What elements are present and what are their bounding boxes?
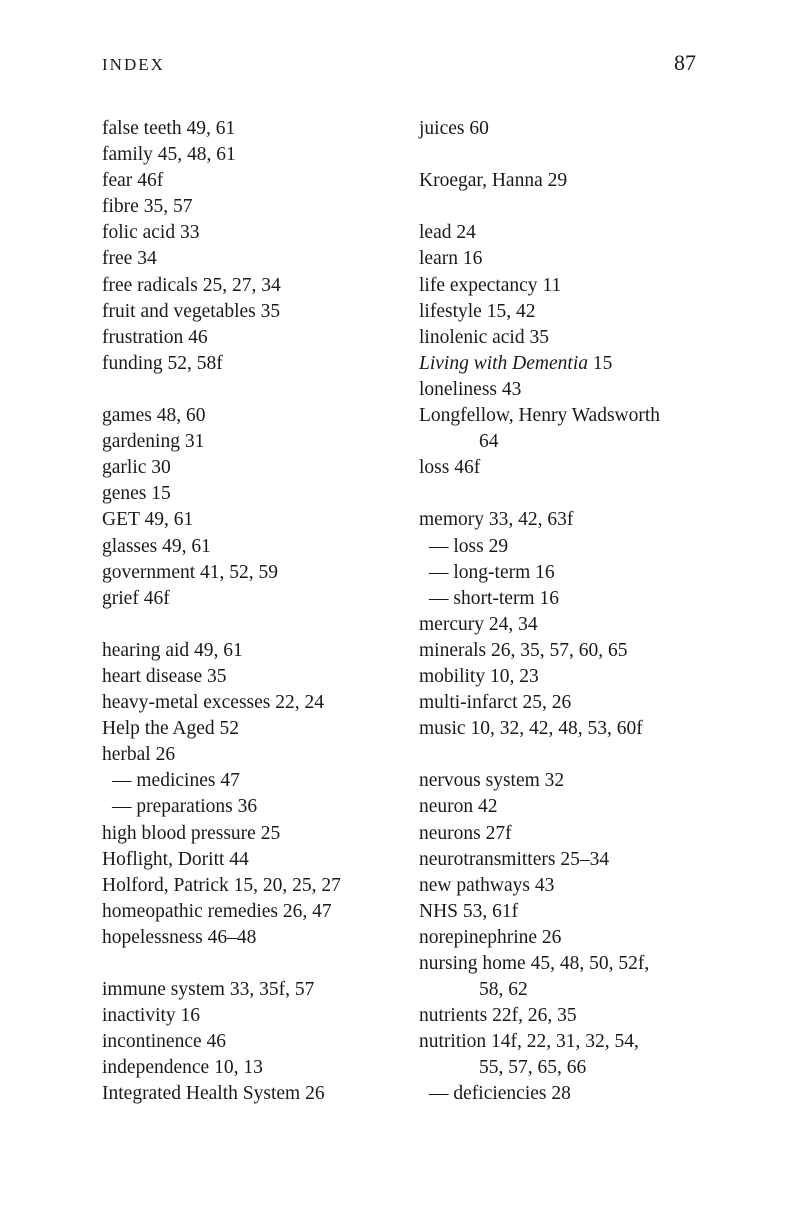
index-pages: 15, 42 <box>486 300 536 322</box>
index-pages: 64 <box>479 431 499 453</box>
index-term: nursing home <box>419 953 526 974</box>
index-entry <box>419 768 719 794</box>
index-term: genes <box>102 483 147 505</box>
index-term: Kroegar, Hanna <box>419 170 543 192</box>
index-pages: 32 <box>544 770 565 792</box>
index-term: nutrition <box>419 1031 487 1053</box>
index-entry <box>102 220 402 246</box>
index-subentry <box>419 586 719 612</box>
index-term: frustration <box>102 326 184 348</box>
index-term: fibre <box>102 196 139 218</box>
index-entry <box>102 899 402 925</box>
index-term: new pathways <box>419 874 531 896</box>
index-entry <box>419 507 719 533</box>
index-pages: 43 <box>501 378 522 400</box>
index-entry <box>102 638 402 664</box>
index-entry <box>419 299 719 325</box>
index-entry <box>102 429 402 455</box>
index-term: Longfellow, Henry Wadsworth <box>419 405 661 427</box>
index-entry <box>419 246 719 272</box>
index-term: multi-infarct <box>419 692 518 714</box>
index-pages: 16 <box>535 561 555 583</box>
index-entry <box>419 821 719 847</box>
index-term: herbal <box>102 744 151 766</box>
index-pages: 46 <box>188 326 208 348</box>
index-pages: 52, 58f <box>167 352 223 374</box>
index-term: government <box>102 561 196 583</box>
index-entry <box>419 664 719 690</box>
index-pages: 29 <box>488 535 509 557</box>
index-pages: 15 <box>592 352 613 374</box>
index-term: lead <box>419 222 452 244</box>
index-pages: 10, 23 <box>489 665 539 687</box>
index-pages: 58, 62 <box>479 979 528 1001</box>
index-subentry <box>419 560 719 586</box>
index-entry <box>102 507 402 533</box>
index-pages: 33 <box>179 222 200 244</box>
index-term: memory <box>419 509 484 531</box>
index-entry <box>419 377 719 403</box>
index-pages: 53, 61f <box>462 900 519 922</box>
index-term: Living with Dementia <box>419 352 588 374</box>
index-pages: 27f <box>485 822 512 844</box>
index-term: NHS <box>419 900 459 922</box>
index-pages: 36 <box>237 796 258 818</box>
index-term: — long-term <box>429 561 531 583</box>
index-pages: 49, 61 <box>144 509 194 531</box>
index-entry <box>102 977 402 1003</box>
index-pages: 35 <box>207 665 227 687</box>
index-entry <box>102 273 402 299</box>
index-continuation <box>419 1055 719 1081</box>
index-entry <box>419 116 719 142</box>
index-pages: 60 <box>469 118 489 139</box>
index-entry <box>102 560 402 586</box>
index-term: inactivity <box>102 1005 176 1027</box>
index-pages: 35 <box>529 326 549 348</box>
index-term: heavy-metal excesses <box>102 692 271 714</box>
index-entry <box>102 325 402 351</box>
index-pages: 45, 48, 61 <box>157 144 236 166</box>
index-pages: 35, 57 <box>143 196 193 218</box>
index-term: glasses <box>102 535 158 557</box>
index-entry <box>419 351 719 377</box>
index-pages: 47 <box>220 770 240 792</box>
index-pages: 10, 13 <box>214 1057 263 1079</box>
index-entry <box>419 168 719 194</box>
index-term: neuron <box>419 796 474 818</box>
index-pages: 45, 48, 50, 52f, <box>530 953 650 974</box>
index-term: hearing aid <box>102 639 190 661</box>
index-pages: 22, 24 <box>275 692 325 714</box>
index-gap <box>419 742 719 768</box>
index-pages: 25, 26 <box>522 692 572 714</box>
index-pages: 14f, 22, 31, 32, 54, <box>491 1031 639 1053</box>
index-term: minerals <box>419 639 487 661</box>
index-entry <box>419 220 719 246</box>
index-term: loss <box>419 457 450 479</box>
index-pages: 26 <box>155 744 176 766</box>
index-term: false teeth <box>102 118 182 139</box>
index-entry <box>102 534 402 560</box>
index-subentry <box>419 1081 719 1107</box>
index-entry <box>102 664 402 690</box>
index-entry <box>419 273 719 299</box>
index-entry <box>102 1003 402 1029</box>
index-pages: 42 <box>478 796 498 818</box>
index-pages: 25, 27, 34 <box>202 274 281 296</box>
index-pages: 46f <box>143 587 170 609</box>
index-entry <box>102 586 402 612</box>
index-term: Holford, Patrick <box>102 874 229 896</box>
index-entry <box>419 794 719 820</box>
index-entry <box>419 925 719 951</box>
index-term: nervous system <box>419 770 540 792</box>
index-term: — loss <box>429 535 484 557</box>
index-term: life expectancy <box>419 274 538 296</box>
index-term: grief <box>102 587 139 609</box>
index-entry <box>102 299 402 325</box>
index-entry <box>102 1055 402 1081</box>
index-entry <box>419 716 719 742</box>
index-pages: 11 <box>542 274 562 296</box>
index-entry <box>419 638 719 664</box>
index-entry <box>102 1029 402 1055</box>
index-entry <box>102 194 402 220</box>
index-entry <box>419 325 719 351</box>
index-pages: 46–48 <box>207 926 257 948</box>
index-pages: 15 <box>151 483 171 505</box>
index-entry <box>419 1003 719 1029</box>
index-pages: 35 <box>260 300 281 322</box>
index-entry <box>419 951 719 977</box>
index-entry <box>102 351 402 377</box>
index-entry <box>102 873 402 899</box>
index-pages: 26, 47 <box>282 900 332 922</box>
index-term: immune system <box>102 979 225 1001</box>
index-gap <box>419 142 719 168</box>
index-continuation <box>419 977 719 1003</box>
index-pages: 25–34 <box>560 848 610 870</box>
index-term: — preparations <box>112 796 233 818</box>
index-term: nutrients <box>419 1005 488 1027</box>
index-pages: 46f <box>454 457 481 479</box>
index-entry <box>102 1081 402 1107</box>
index-term: Help the Aged <box>102 718 215 740</box>
index-entry <box>102 168 402 194</box>
index-entry <box>102 142 402 168</box>
index-term: fear <box>102 170 133 192</box>
index-entry <box>102 481 402 507</box>
index-pages: 52 <box>219 718 240 740</box>
index-subentry <box>419 534 719 560</box>
index-column-left <box>102 116 402 1108</box>
index-entry <box>102 690 402 716</box>
index-pages: 30 <box>151 457 171 479</box>
index-term: high blood pressure <box>102 822 256 844</box>
index-pages: 33, 35f, 57 <box>229 979 315 1001</box>
index-entry <box>419 1029 719 1055</box>
index-term: GET <box>102 509 140 531</box>
index-pages: 49, 61 <box>186 118 236 139</box>
index-term: Hoflight, Doritt <box>102 848 225 870</box>
index-gap <box>419 194 719 220</box>
index-term: heart disease <box>102 665 203 687</box>
index-pages: 43 <box>534 874 555 896</box>
index-term: linolenic acid <box>419 326 525 348</box>
index-entry <box>102 742 402 768</box>
index-entry <box>102 925 402 951</box>
index-pages: 26 <box>305 1083 325 1105</box>
index-pages: 29 <box>547 170 568 192</box>
index-term: folic acid <box>102 222 176 244</box>
index-entry <box>102 847 402 873</box>
index-term: garlic <box>102 457 147 479</box>
index-entry <box>419 612 719 638</box>
index-entry <box>102 455 402 481</box>
index-pages: 33, 42, 63f <box>488 509 574 531</box>
index-term: gardening <box>102 431 180 453</box>
index-term: — medicines <box>112 770 216 792</box>
index-pages: 46 <box>206 1031 226 1053</box>
index-entry <box>419 690 719 716</box>
index-entry <box>102 403 402 429</box>
page-header-title: INDEX <box>102 55 165 74</box>
index-pages: 49, 61 <box>194 639 243 661</box>
index-term: mercury <box>419 613 484 635</box>
index-entry <box>419 873 719 899</box>
index-entry <box>419 403 719 429</box>
index-term: learn <box>419 248 458 270</box>
index-subentry <box>102 768 402 794</box>
index-term: funding <box>102 352 163 374</box>
index-term: Integrated Health System <box>102 1083 301 1105</box>
index-pages: 28 <box>551 1083 571 1105</box>
index-term: norepinephrine <box>419 926 538 948</box>
index-term: lifestyle <box>419 300 482 322</box>
index-entry <box>419 455 719 481</box>
index-continuation <box>419 429 719 455</box>
index-term: free <box>102 248 133 270</box>
page-number: 87 <box>674 50 696 75</box>
index-term: fruit and vegetables <box>102 300 256 322</box>
index-pages: 24 <box>456 222 476 244</box>
index-pages: 16 <box>180 1005 201 1027</box>
index-term: neurons <box>419 822 481 844</box>
index-term: independence <box>102 1057 210 1079</box>
index-pages: 26 <box>541 926 562 948</box>
index-pages: 41, 52, 59 <box>200 561 279 583</box>
index-entry <box>102 716 402 742</box>
index-pages: 55, 57, 65, 66 <box>479 1057 587 1079</box>
index-term: incontinence <box>102 1031 202 1053</box>
index-gap <box>102 612 402 638</box>
index-entry <box>102 821 402 847</box>
index-term: homeopathic remedies <box>102 900 278 922</box>
index-pages: 44 <box>229 848 249 870</box>
index-pages: 22f, 26, 35 <box>492 1005 577 1027</box>
index-pages: 15, 20, 25, 27 <box>233 874 341 896</box>
index-entry <box>419 847 719 873</box>
index-term: free radicals <box>102 274 198 296</box>
index-pages: 46f <box>137 170 164 192</box>
index-pages: 25 <box>260 822 281 844</box>
index-term: — deficiencies <box>429 1083 547 1105</box>
index-term: mobility <box>419 665 486 687</box>
index-term: family <box>102 144 153 166</box>
index-term: juices <box>419 118 465 139</box>
index-gap <box>419 481 719 507</box>
index-term: neurotransmitters <box>419 848 556 870</box>
index-pages: 16 <box>462 248 483 270</box>
index-subentry <box>102 794 402 820</box>
index-entry <box>102 116 402 142</box>
index-term: games <box>102 405 152 427</box>
index-pages: 34 <box>137 248 157 270</box>
index-pages: 10, 32, 42, 48, 53, 60f <box>470 718 643 740</box>
index-entry <box>419 899 719 925</box>
index-term: loneliness <box>419 378 497 400</box>
index-pages: 48, 60 <box>156 405 206 427</box>
index-term: hopelessness <box>102 926 203 948</box>
index-pages: 24, 34 <box>488 613 538 635</box>
index-gap <box>102 951 402 977</box>
index-pages: 26, 35, 57, 60, 65 <box>491 639 628 661</box>
index-gap <box>102 377 402 403</box>
index-entry <box>102 246 402 272</box>
index-pages: 49, 61 <box>162 535 211 557</box>
index-term: — short-term <box>429 587 535 609</box>
index-column-right <box>419 116 719 1108</box>
index-term: music <box>419 718 466 740</box>
index-pages: 31 <box>184 431 205 453</box>
index-pages: 16 <box>539 587 559 609</box>
